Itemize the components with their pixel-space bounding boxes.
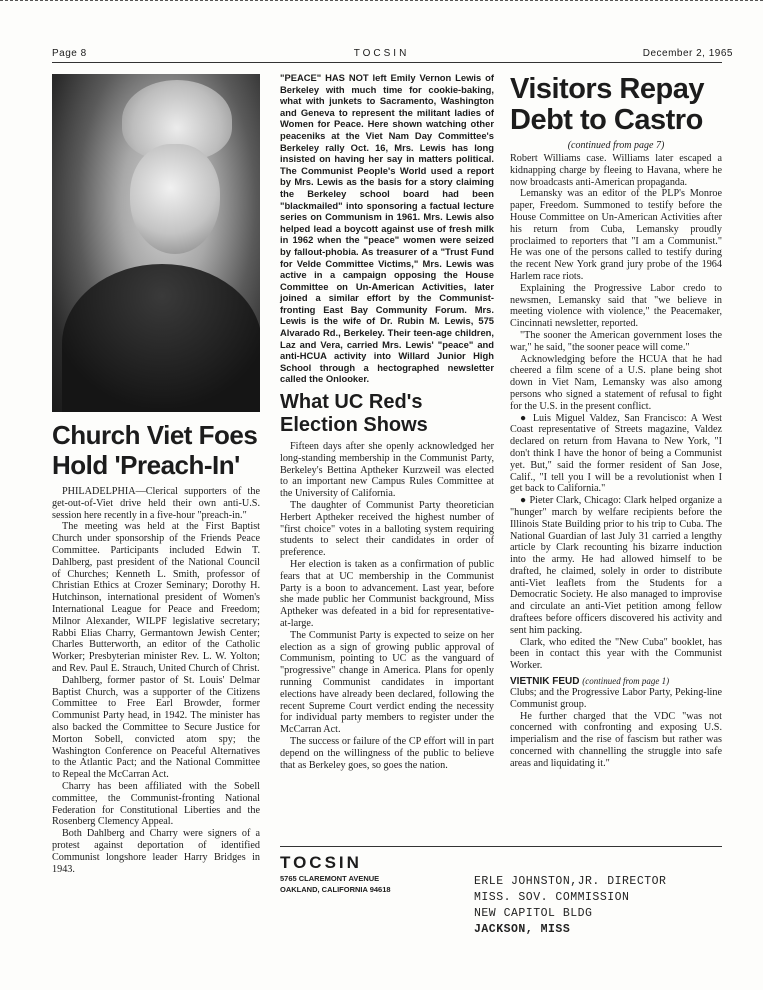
- photo-face-shape: [130, 144, 220, 254]
- issue-date: December 2, 1965: [642, 48, 733, 59]
- church-paragraph: PHILADELPHIA—Clerical supporters of the get-out-of-Viet drive held their own anti-U.S. session here recently in a five-hour "preach-in.": [52, 486, 260, 521]
- castro-paragraph: Acknowledging before the HCUA that he had cheered a film scene of a U.S. plane being shot down in Viet Nam, Lemansky was also among persons who signed a statement of refusal to fight for the U.S. in the present conflict.: [510, 353, 722, 412]
- church-paragraph: The meeting was held at the First Baptist Church under sponsorship of the Friends Peace Committee. Participants included Edwin T. Dahlberg, past president of the National Council of Churches; Kenneth L. Smith, professor of Christian Ethics at Crozer Seminary; Dorothy H. Hutchinson, international president of Women's International League for Peace and Freedom; Milnor Alexander, WILPF legislative secretary; Rabbi Elias Charry, Germantown Jewish Center; Charles Butterworth, an editor of the Catholic Worker; Presbyterian minister Rev. L. W. Yolton; and Rev. Paul E. Strauch, United Church of Christ.: [52, 521, 260, 674]
- lewis-caption: "PEACE" HAS NOT left Emily Vernon Lewis of Berkeley with much time for cookie-baking, what with junkets to Sacramento, Washington and Geneva to represent the militant ladies of Women for Peace. Here shown watching other peaceniks at the Viet Nam Day Committee's Berkeley rally Oct. 16, Mrs. Lewis has long insisted on having her say in matters political. The Communist People's World used a report by Mrs. Lewis as the basis for a story claiming the Berkeley school board had been "blackmailed" into sponsoring a factual lecture series on Communism in 1961. Mrs. Lewis also helped lead a boycott against use of fresh milk in 1962 when the "peace" women were seized by fallout-phobia. As treasurer of a "Trust Fund for Velde Committee Victims," Mrs. Lewis was active in a campaign opposing the House Committee on Un-American Activities, later joined a similar effort by the Communist-fronting East Bay Community Forum. Mrs. Lewis is the wife of Dr. Rubin M. Lewis, 575 Alvarado Rd., Berkeley. Their teen-age children, Laz and Vera, carried Mrs. Lewis' "peace" and anti-HCUA activity into Willard Junior High School through a hectographed newsletter called the Onlooker.: [280, 72, 494, 385]
- uc-paragraph: The daughter of Communist Party theoretician Herbert Aptheker received the highest number of "first choice" votes in a balloting system requiring students to select their candidates in order of preference.: [280, 500, 494, 559]
- vietnik-paragraph: Clubs; and the Progressive Labor Party, Peking-line Communist group.: [510, 687, 722, 710]
- uc-paragraph: The success or failure of the CP effort will in part depend on the willingness of the public to believe that as Berkeley goes, so goes the nation.: [280, 735, 494, 771]
- masthead-street: 5765 CLAREMONT AVENUE: [280, 874, 380, 883]
- church-paragraph: Charry has been affiliated with the Sobell committee, the Communist-fronting National Federation for Constitutional Liberties and the Rosenberg Clemency Appeal.: [52, 780, 260, 828]
- castro-headline: Visitors Repay Debt to Castro: [510, 73, 704, 136]
- masthead-city: OAKLAND, CALIFORNIA 94618: [280, 885, 391, 894]
- stamp-line: NEW CAPITOL BLDG: [474, 907, 593, 920]
- castro-body: [510, 153, 722, 672]
- castro-paragraph: "The sooner the American government loses the war," he said, "the sooner peace will come.": [510, 329, 722, 353]
- masthead-rule: [280, 846, 722, 847]
- middle-column: [280, 72, 494, 771]
- stamp-line: MISS. SOV. COMMISSION: [474, 891, 630, 904]
- masthead-title: TOCSIN: [280, 853, 362, 872]
- stamp-line: ERLE JOHNSTON,JR. DIRECTOR: [474, 875, 667, 888]
- church-paragraph: Dahlberg, former pastor of St. Louis' Delmar Baptist Church, was a supporter of the Citizens Committee to Free Earl Browder, former Communist Party head, in 1942. The minister has also backed the Committee to Secure Justice for Morton Sobell, convicted atom spy; the Washington Conference on Peaceful Alternatives to the Atlantic Pact; and the National Committee to Repeal the McCarran Act.: [52, 674, 260, 781]
- right-column: [510, 72, 722, 770]
- vietnik-body: [510, 687, 722, 770]
- header-rule: [52, 62, 722, 63]
- vietnik-subhead: [510, 676, 722, 687]
- uc-paragraph: The Communist Party is expected to seize on her election as a sign of growing public approval of Communism, pointing to UC as the vanguard of "progressive" change in America. Plans for openly running Communist candidates in important elections have already been declared, following the recent Supreme Court verdict ending the necessity for individual party members to register under the McCarran Act.: [280, 629, 494, 736]
- church-body: [52, 486, 260, 875]
- uc-paragraph: Her election is taken as a confirmation of public fears that at UC membership in the Communist Party is a boon to advancement. Last year, before she made public her Communist background, Miss Aptheker was defeated in a bid for representative-at-large.: [280, 559, 494, 629]
- castro-paragraph: ● Pieter Clark, Chicago: Clark helped organize a "hunger" march by welfare recipients before the Illinois State Building prior to his trip to Cuba. The National Guardian of last July 31 carried a lengthy article by Clark recounting his bizarre induction into the army. He had allowed himself to be drafted, he claimed, solely in order to distribute anti-Viet leaflets from the Students for a Democratic Society. He also managed to improvise and circulate an anti-Viet petition among fellow draftees before officers discovered his activity and sent him packing.: [510, 495, 722, 636]
- stamp-line: JACKSON, MISS: [474, 923, 571, 936]
- castro-paragraph: Robert Williams case. Williams later escaped a kidnapping charge by fleeing to Havana, where he now broadcasts anti-American propaganda.: [510, 153, 722, 188]
- church-paragraph: Both Dahlberg and Charry were signers of a protest against deportation of identified Communist longshore leader Harry Bridges in 1943.: [52, 828, 260, 875]
- church-headline: Church Viet Foes Hold 'Preach-In': [52, 420, 258, 480]
- castro-continued-note: (continued from page 7): [567, 140, 665, 151]
- uc-paragraph: Fifteen days after she openly acknowledged her long-standing membership in the Communist Party, Berkeley's Bettina Aptheker Kurzweil was elected to an important new Campus Rules Committee at the University of California.: [280, 441, 494, 500]
- castro-paragraph: ● Luis Miguel Valdez, San Francisco: A West Coast representative of Streets magazine, Valdez declared on return from Havana to New York, "I don't think I have the honor of being a Communist yet. But," said the former resident of San Jose, Calif., "I tell you I will be a revolutionist when I get back to California.": [510, 412, 722, 495]
- vietnik-continued-note: (continued from page 1): [582, 676, 670, 687]
- uc-body: [280, 441, 494, 771]
- castro-paragraph: Lemansky was an editor of the PLP's Monroe paper, Freedom. Summoned to testify before the House Committee on Un-American Activities after his return from Cuba, Lemansky proudly proclaimed to reporters that "I am a Communist." He was one of the persons called to testify during the recent New York grand jury probe of the 1964 Harlem race riots.: [510, 188, 722, 282]
- page-number: Page 8: [52, 48, 87, 59]
- church-article: [52, 420, 260, 875]
- uc-headline: What UC Red's Election Shows: [280, 391, 428, 437]
- vietnik-paragraph: He further charged that the VDC "was not concerned with confronting and exposing U.S. imperialism and the rise of fascism but rather was concerned with channelling the struggle into safe areas and liquidating it.": [510, 710, 722, 769]
- castro-paragraph: Explaining the Progressive Labor credo to newsmen, Lemansky said that "we believe in meeting violence with violence," the Peacemaker, Cincinnati newsletter, reported.: [510, 282, 722, 330]
- portrait-photo: [52, 74, 260, 412]
- top-dashed-rule: [0, 0, 763, 3]
- photo-coat-shape: [62, 264, 260, 412]
- mailing-address-stamp: [474, 874, 666, 938]
- vietnik-subhead-label: VIETNIK FEUD: [510, 676, 580, 688]
- running-title: TOCSIN: [353, 48, 410, 59]
- castro-paragraph: Clark, who edited the "New Cuba" booklet, has been in contact this year with the Communist Worker.: [510, 636, 722, 672]
